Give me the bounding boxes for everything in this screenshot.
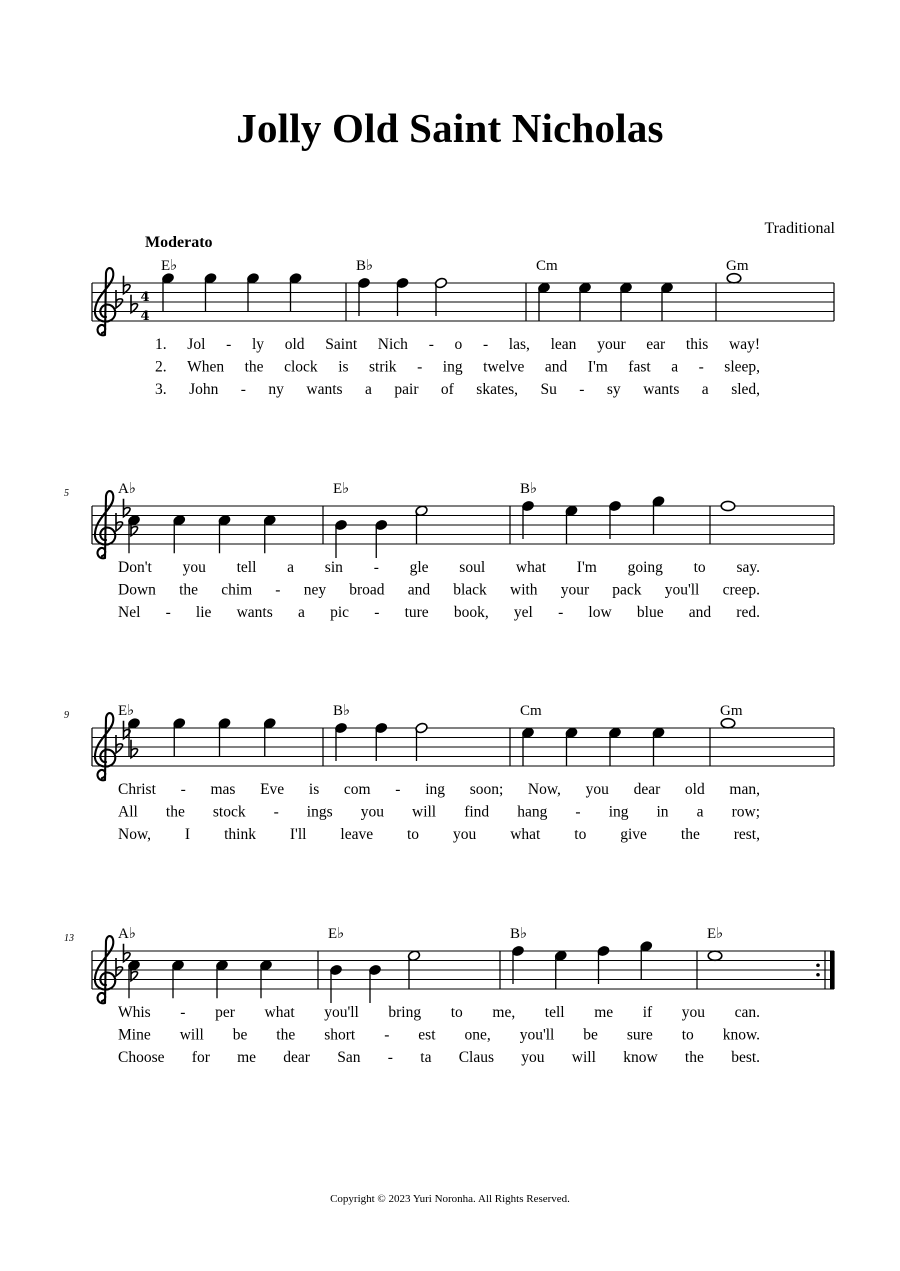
lyric-syllable: sy xyxy=(606,381,621,398)
lyric-syllable: rest, xyxy=(733,826,760,843)
measure-number: 9 xyxy=(64,710,69,721)
lyric-syllable: book, xyxy=(453,604,489,621)
lyric-syllable: com xyxy=(343,781,371,798)
lyric-syllable: Su xyxy=(540,381,557,398)
chord-symbol: B♭ xyxy=(356,258,374,274)
lyric-syllable: give xyxy=(620,826,647,843)
lyric-syllable: Saint xyxy=(325,336,358,353)
lyric-syllable: is xyxy=(338,358,349,376)
lyric-syllable: ture xyxy=(404,604,429,621)
lyric-syllable: las, xyxy=(508,336,530,353)
chord-symbol: B♭ xyxy=(520,481,538,497)
lyric-syllable: - xyxy=(180,781,186,798)
lyric-syllable: ing xyxy=(608,803,629,821)
lyric-syllable: ing xyxy=(425,781,446,798)
lyric-syllable: Whis xyxy=(118,1004,151,1021)
lyric-syllable: - xyxy=(240,381,246,398)
lyric-syllable: bring xyxy=(388,1004,422,1021)
lyric-syllable: what xyxy=(264,1004,295,1021)
lyric-syllable: and xyxy=(407,581,431,599)
lyric-syllable: the xyxy=(244,358,264,376)
note-head xyxy=(708,951,722,960)
chord-symbol: Gm xyxy=(720,703,743,719)
lyric-syllable: will xyxy=(412,803,437,821)
lyric-syllable: can. xyxy=(734,1004,760,1021)
lyric-syllable: - xyxy=(180,1004,186,1021)
lyric-syllable: Nich xyxy=(377,336,408,353)
lyric-syllable: one, xyxy=(464,1026,491,1044)
lyric-syllable: dear xyxy=(283,1049,310,1066)
lyric-syllable: red. xyxy=(736,604,760,621)
lyric-syllable: Don't xyxy=(118,559,152,576)
lyric-syllable: I xyxy=(184,826,191,843)
lyric-syllable: you xyxy=(453,826,477,843)
lyric-syllable: to xyxy=(407,826,420,843)
lyric-syllable: wants xyxy=(643,381,680,398)
lyric-syllable: wants xyxy=(306,381,343,398)
measure-number: 13 xyxy=(64,933,74,944)
lyric-syllable: 1. xyxy=(155,336,167,353)
lyric-syllable: will xyxy=(571,1049,596,1066)
composer-credit: Traditional xyxy=(764,220,835,237)
lyric-syllable: I'm xyxy=(587,358,608,376)
lyric-syllable: you xyxy=(360,803,384,821)
chord-symbol: E♭ xyxy=(118,703,135,719)
lyric-syllable: - xyxy=(226,336,232,353)
lyric-syllable: a xyxy=(298,604,305,621)
lyric-syllable: 3. xyxy=(155,381,167,398)
lyric-syllable: ly xyxy=(252,336,265,353)
lyric-syllable: know xyxy=(623,1049,658,1066)
chord-symbol: E♭ xyxy=(333,481,350,497)
note-head xyxy=(721,501,735,510)
lyric-syllable: old xyxy=(684,781,705,798)
lyric-syllable: Christ xyxy=(118,781,156,798)
lyric-syllable: - xyxy=(374,604,380,621)
time-signature-upper: 4 xyxy=(140,290,150,305)
note-head xyxy=(721,719,735,728)
chord-symbol: Cm xyxy=(536,258,558,274)
lyric-syllable: Down xyxy=(118,581,156,599)
chord-symbol: B♭ xyxy=(333,703,351,719)
song-title: Jolly Old Saint Nicholas xyxy=(236,105,664,151)
lyric-syllable: the xyxy=(680,826,700,843)
lyric-syllable: pack xyxy=(612,581,642,599)
lyric-syllable: the xyxy=(179,581,199,599)
chord-symbol: E♭ xyxy=(707,926,724,942)
lyric-syllable: to xyxy=(574,826,587,843)
lyric-syllable: ings xyxy=(306,803,333,821)
lyric-syllable: best. xyxy=(731,1049,761,1066)
lyric-syllable: wants xyxy=(236,604,273,621)
lyric-syllable: Jol xyxy=(187,336,206,353)
measure-number: 5 xyxy=(64,488,69,499)
lyric-syllable: creep. xyxy=(722,581,761,599)
lyric-syllable: the xyxy=(276,1026,296,1044)
lyric-syllable: twelve xyxy=(483,358,525,376)
lyric-syllable: mas xyxy=(210,781,236,798)
lyric-syllable: Claus xyxy=(458,1049,495,1066)
lyric-syllable: is xyxy=(308,781,320,798)
copyright-notice: Copyright © 2023 Yuri Noronha. All Rights Reserved. xyxy=(330,1193,570,1205)
lyric-syllable: - xyxy=(373,559,379,576)
lyric-syllable: me, xyxy=(492,1004,516,1021)
lyric-syllable: stock xyxy=(212,803,246,821)
lyric-syllable: ney xyxy=(303,581,327,599)
lyric-syllable: to xyxy=(693,559,706,576)
chord-symbol: Gm xyxy=(726,258,749,274)
lyric-syllable: the xyxy=(165,803,185,821)
lyric-syllable: you'll xyxy=(519,1026,555,1044)
flat-sign-icon xyxy=(124,944,131,962)
lyric-syllable: sleep, xyxy=(724,358,761,376)
lyric-syllable: your xyxy=(560,581,590,599)
lyric-syllable: you xyxy=(521,1049,545,1066)
note-head xyxy=(727,274,741,283)
lyric-syllable: pair xyxy=(394,381,419,398)
lyric-syllable: fast xyxy=(628,358,651,376)
lyric-syllable: what xyxy=(515,559,547,576)
time-signature-lower: 4 xyxy=(140,309,150,324)
lyric-syllable: leave xyxy=(340,826,374,843)
flat-sign-icon xyxy=(124,499,131,517)
lyric-syllable: ear xyxy=(646,336,666,353)
lyric-syllable: - xyxy=(395,781,401,798)
flat-sign-icon xyxy=(124,276,131,294)
lyric-syllable: and xyxy=(544,358,568,376)
lyric-syllable: John xyxy=(189,381,219,398)
lyric-syllable: lean xyxy=(550,336,577,353)
lyric-syllable: - xyxy=(387,1049,393,1066)
lyric-syllable: black xyxy=(453,581,487,599)
lyric-syllable: - xyxy=(275,581,281,599)
lyric-syllable: man, xyxy=(729,781,760,798)
lyric-syllable: you'll xyxy=(324,1004,359,1021)
staff-system xyxy=(92,258,834,398)
lyric-syllable: if xyxy=(642,1004,653,1021)
lyric-syllable: a xyxy=(365,381,372,398)
staff-system xyxy=(64,926,834,1066)
lyric-syllable: - xyxy=(483,336,489,353)
lyric-syllable: Nel xyxy=(118,604,141,621)
lyric-syllable: dear xyxy=(633,781,661,798)
lyric-syllable: ing xyxy=(442,358,463,376)
lyric-syllable: for xyxy=(191,1049,210,1066)
lyric-syllable: will xyxy=(179,1026,204,1044)
chord-symbol: A♭ xyxy=(118,481,136,497)
lyric-syllable: row; xyxy=(731,803,761,821)
lyric-syllable: gle xyxy=(409,559,429,576)
lyric-syllable: with xyxy=(510,581,538,599)
lyric-syllable: say. xyxy=(736,559,761,576)
tempo-marking: Moderato xyxy=(145,234,213,251)
staff-system xyxy=(64,703,834,843)
lyric-syllable: of xyxy=(440,381,454,398)
lyric-syllable: blue xyxy=(636,604,664,621)
repeat-dot xyxy=(816,963,820,967)
flat-sign-icon xyxy=(131,740,138,758)
lyric-syllable: - xyxy=(698,358,704,376)
lyric-syllable: you xyxy=(182,559,206,576)
lyric-syllable: a xyxy=(701,381,709,398)
lyric-syllable: your xyxy=(597,336,626,353)
lyric-syllable: you'll xyxy=(664,581,700,599)
lyric-syllable: I'll xyxy=(289,826,307,843)
lyric-syllable: strik xyxy=(369,358,397,376)
lyric-syllable: - xyxy=(558,604,564,621)
lyric-syllable: 2. xyxy=(155,358,167,376)
lyric-syllable: a xyxy=(696,803,704,821)
lyric-syllable: - xyxy=(575,803,581,821)
lyric-syllable: be xyxy=(583,1026,598,1044)
chord-symbol: A♭ xyxy=(118,926,136,942)
lyric-syllable: per xyxy=(215,1004,235,1021)
lyric-syllable: sure xyxy=(626,1026,653,1044)
lyric-syllable: think xyxy=(224,826,256,843)
lyric-syllable: Now, xyxy=(527,781,561,798)
lyric-syllable: - xyxy=(417,358,423,376)
lyric-syllable: Choose xyxy=(118,1049,165,1066)
lyric-syllable: the xyxy=(684,1049,704,1066)
lyric-syllable: lie xyxy=(195,604,212,621)
lyric-syllable: ta xyxy=(420,1049,432,1066)
lyric-syllable: yel xyxy=(513,604,533,621)
lyric-syllable: tell xyxy=(236,559,257,576)
lyric-syllable: and xyxy=(688,604,712,621)
lyric-syllable: est xyxy=(418,1026,436,1044)
lyric-syllable: way! xyxy=(729,336,760,353)
lyric-syllable: o xyxy=(454,336,463,353)
lyric-syllable: in xyxy=(656,803,669,821)
repeat-dot xyxy=(816,973,820,977)
lyric-syllable: - xyxy=(273,803,279,821)
lyric-syllable: you xyxy=(585,781,609,798)
lyric-syllable: - xyxy=(579,381,585,398)
lyric-syllable: be xyxy=(232,1026,248,1044)
lyric-syllable: San xyxy=(337,1049,361,1066)
chord-symbol: E♭ xyxy=(161,258,178,274)
lyric-syllable: All xyxy=(118,803,138,821)
chord-symbol: Cm xyxy=(520,703,542,719)
lyric-syllable: Now, xyxy=(118,826,152,843)
lyric-syllable: tell xyxy=(544,1004,565,1021)
lyric-syllable: clock xyxy=(284,358,318,376)
lyric-syllable: When xyxy=(187,358,225,376)
flat-sign-icon xyxy=(131,295,138,313)
lyric-syllable: I'm xyxy=(576,559,597,576)
chord-symbol: E♭ xyxy=(328,926,345,942)
lyric-syllable: broad xyxy=(349,581,385,599)
lyric-syllable: chim xyxy=(221,581,253,599)
lyric-syllable: going xyxy=(627,559,663,576)
lyric-syllable: you xyxy=(681,1004,706,1021)
lyric-syllable: a xyxy=(671,358,679,376)
chord-symbol: B♭ xyxy=(510,926,528,942)
lyric-syllable: soon; xyxy=(469,781,504,798)
lyric-syllable: hang xyxy=(517,803,548,821)
final-barline xyxy=(830,951,834,989)
lyric-syllable: old xyxy=(284,336,305,353)
lyric-syllable: me xyxy=(594,1004,614,1021)
staff-system xyxy=(64,481,834,621)
lyric-syllable: this xyxy=(685,336,709,353)
lyric-syllable: sin xyxy=(324,559,343,576)
lyric-syllable: know. xyxy=(722,1026,761,1044)
lyric-syllable: what xyxy=(510,826,541,843)
lyric-syllable: Mine xyxy=(118,1026,151,1044)
lyric-syllable: ny xyxy=(268,381,284,398)
lyric-syllable: - xyxy=(384,1026,390,1044)
lyric-syllable: short xyxy=(324,1026,356,1044)
lyric-syllable: pic xyxy=(330,604,350,621)
lyric-syllable: me xyxy=(237,1049,257,1066)
lyric-syllable: Eve xyxy=(260,781,285,798)
lyric-syllable: low xyxy=(588,604,612,621)
lyric-syllable: sled, xyxy=(731,381,761,398)
lyric-syllable: find xyxy=(464,803,490,821)
lyric-syllable: to xyxy=(450,1004,463,1021)
lyric-syllable: - xyxy=(428,336,434,353)
lyric-syllable: skates, xyxy=(476,381,519,398)
lyric-syllable: soul xyxy=(459,559,486,576)
lyric-syllable: - xyxy=(165,604,171,621)
lyric-syllable: a xyxy=(287,559,294,576)
lyric-syllable: to xyxy=(681,1026,694,1044)
